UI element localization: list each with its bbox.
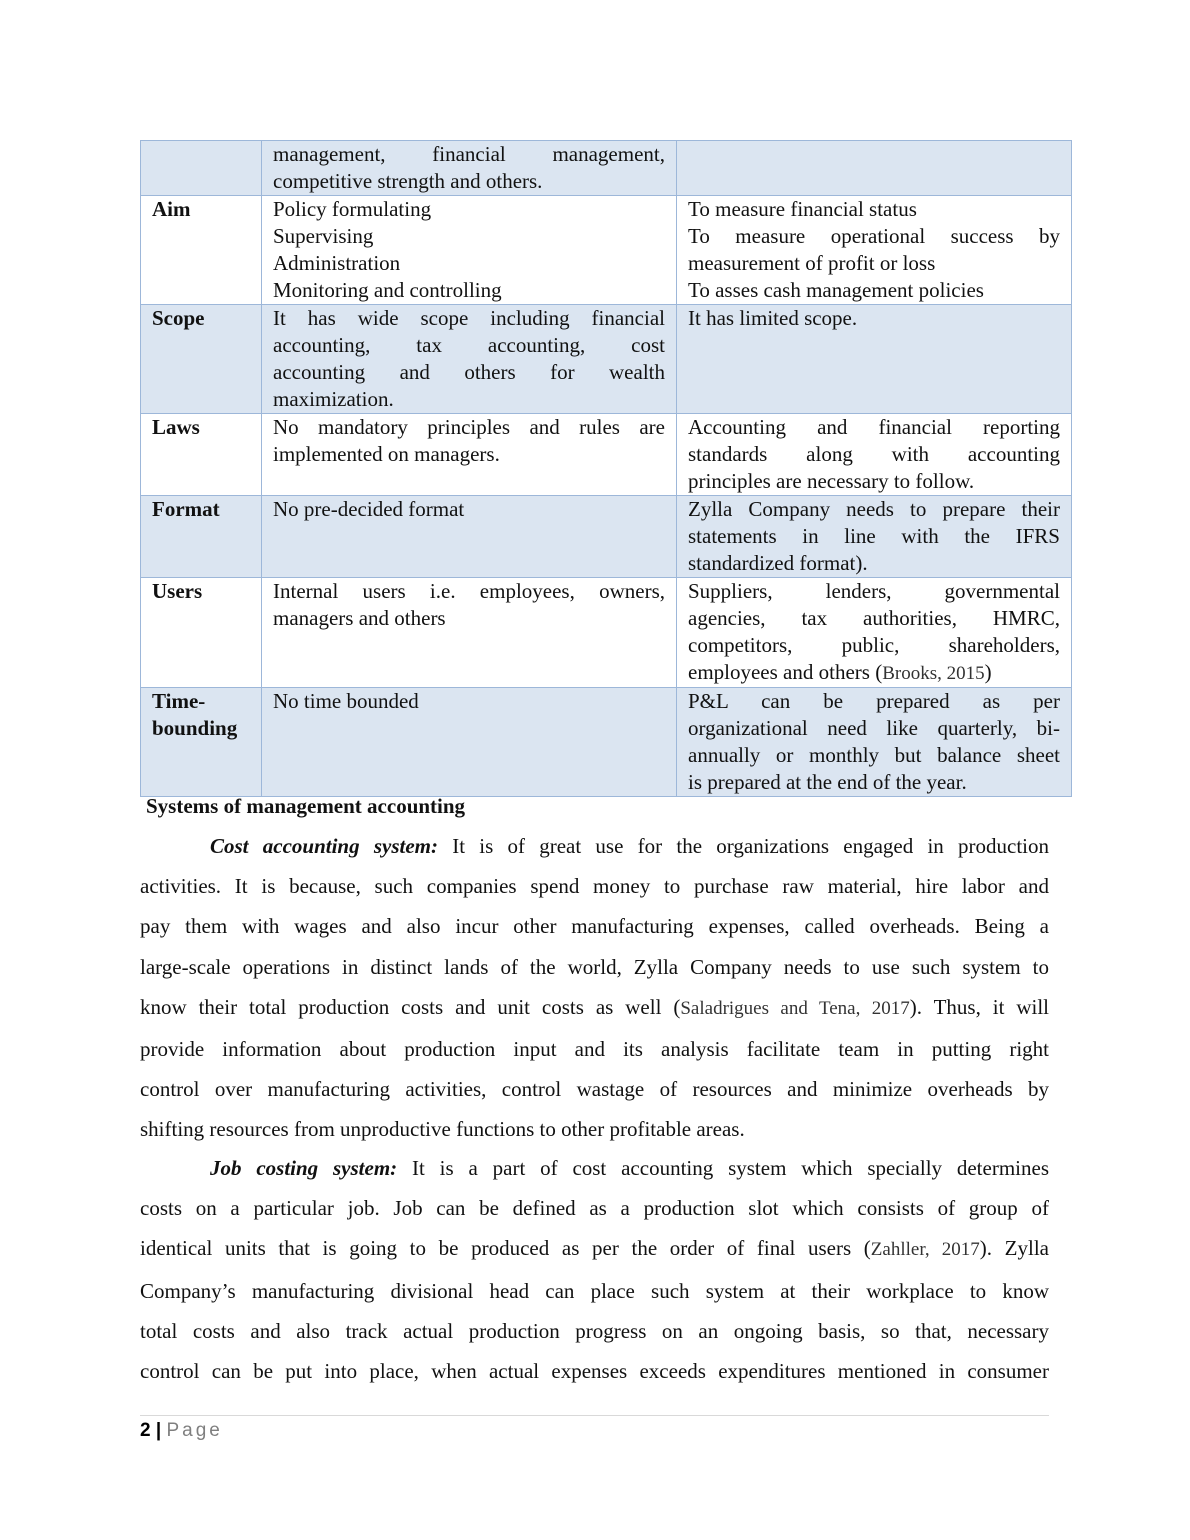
row-label: Format: [141, 496, 262, 578]
row-label: Aim: [141, 196, 262, 305]
section-title: Systems of management accounting: [146, 794, 466, 818]
page-number: 2: [140, 1420, 151, 1441]
page-footer: [140, 1418, 223, 1444]
table-row-laws: [141, 414, 1072, 496]
citation: Brooks, 2015: [882, 663, 985, 684]
paragraph-heading: Cost accounting system: [210, 834, 431, 858]
table-row-users: [141, 578, 1072, 688]
cell-management-accounting: Internal users i.e. employees, owners, managers and others: [262, 578, 677, 688]
cell-management-accounting: No pre-decided format: [262, 496, 677, 578]
cell-financial-accounting: [677, 141, 1072, 196]
table-row-format: [141, 496, 1072, 578]
cell-management-accounting: It has wide scope including financial accounting, tax accounting, cost accounting and others for wealth maximization.: [262, 305, 677, 414]
cell-financial-accounting: To measure financial status To measure operational success by measurement of profit or loss To asses cash management policies: [677, 196, 1072, 305]
row-label: Time- bounding: [141, 688, 262, 797]
table-row: [141, 141, 1072, 196]
cell-financial-accounting: Suppliers, lenders, governmental agencies, tax authorities, HMRC, competitors, public, shareholders, employees and others (Brooks, 2015): [677, 578, 1072, 688]
comparison-table: [140, 140, 1072, 797]
table-row-scope: [141, 305, 1072, 414]
paragraph-job-costing: Job costing system: It is a part of cost accounting system which specially determines costs on a particular job. Job can be defined as a production slot which consists of group of identical units that is going to be produced as per the order of final users (Zahller, 2017). Zylla Company’s manufacturing divisional head can place such system at their workplace to know total costs and also track actual production progress on an ongoing basis, so that, necessary control can be put into place, when actual expenses exceeds expenditures mentioned in consumer: [140, 1156, 1049, 1384]
cell-management-accounting: Policy formulating Supervising Administration Monitoring and controlling: [262, 196, 677, 305]
page-label: Page: [166, 1420, 223, 1441]
cell-financial-accounting: P&L can be prepared as per organizational need like quarterly, bi- annually or monthly but balance sheet is prepared at the end of the year.: [677, 688, 1072, 797]
footer-separator: |: [155, 1420, 162, 1441]
citation: Saladrigues and Tena, 2017: [680, 997, 910, 1019]
cell-financial-accounting: Zylla Company needs to prepare their statements in line with the IFRS standardized format).: [677, 496, 1072, 578]
paragraph-heading: Job costing system:: [210, 1156, 398, 1180]
cell-management-accounting: No mandatory principles and rules are implemented on managers.: [262, 414, 677, 496]
row-label: Scope: [141, 305, 262, 414]
row-label: [141, 141, 262, 196]
paragraph-cost-accounting: Cost accounting system: It is of great use for the organizations engaged in production activities. It is because, such companies spend money to purchase raw material, hire labor and pay them with wages and also incur other manufacturing expenses, called overheads. Being a large-scale operations in distinct lands of the world, Zylla Company needs to use such system to know their total production costs and unit costs as well (Saladrigues and Tena, 2017). Thus, it will provide information about production input and its analysis facilitate team in putting right control over manufacturing activities, control wastage of resources and minimize overheads by shifting resources from unproductive functions to other profitable areas.: [140, 834, 1050, 1142]
cell-financial-accounting: It has limited scope.: [677, 305, 1072, 414]
row-label: Laws: [141, 414, 262, 496]
row-label: Users: [141, 578, 262, 688]
footer-divider: [140, 1415, 1049, 1416]
cell-management-accounting: No time bounded: [262, 688, 677, 797]
cell-management-accounting: management, financial management, competitive strength and others.: [262, 141, 677, 196]
citation: Zahller, 2017: [870, 1239, 980, 1261]
cell-financial-accounting: Accounting and financial reporting standards along with accounting principles are necessary to follow.: [677, 414, 1072, 496]
table-row-time-bounding: [141, 688, 1072, 797]
table-row-aim: [141, 196, 1072, 305]
